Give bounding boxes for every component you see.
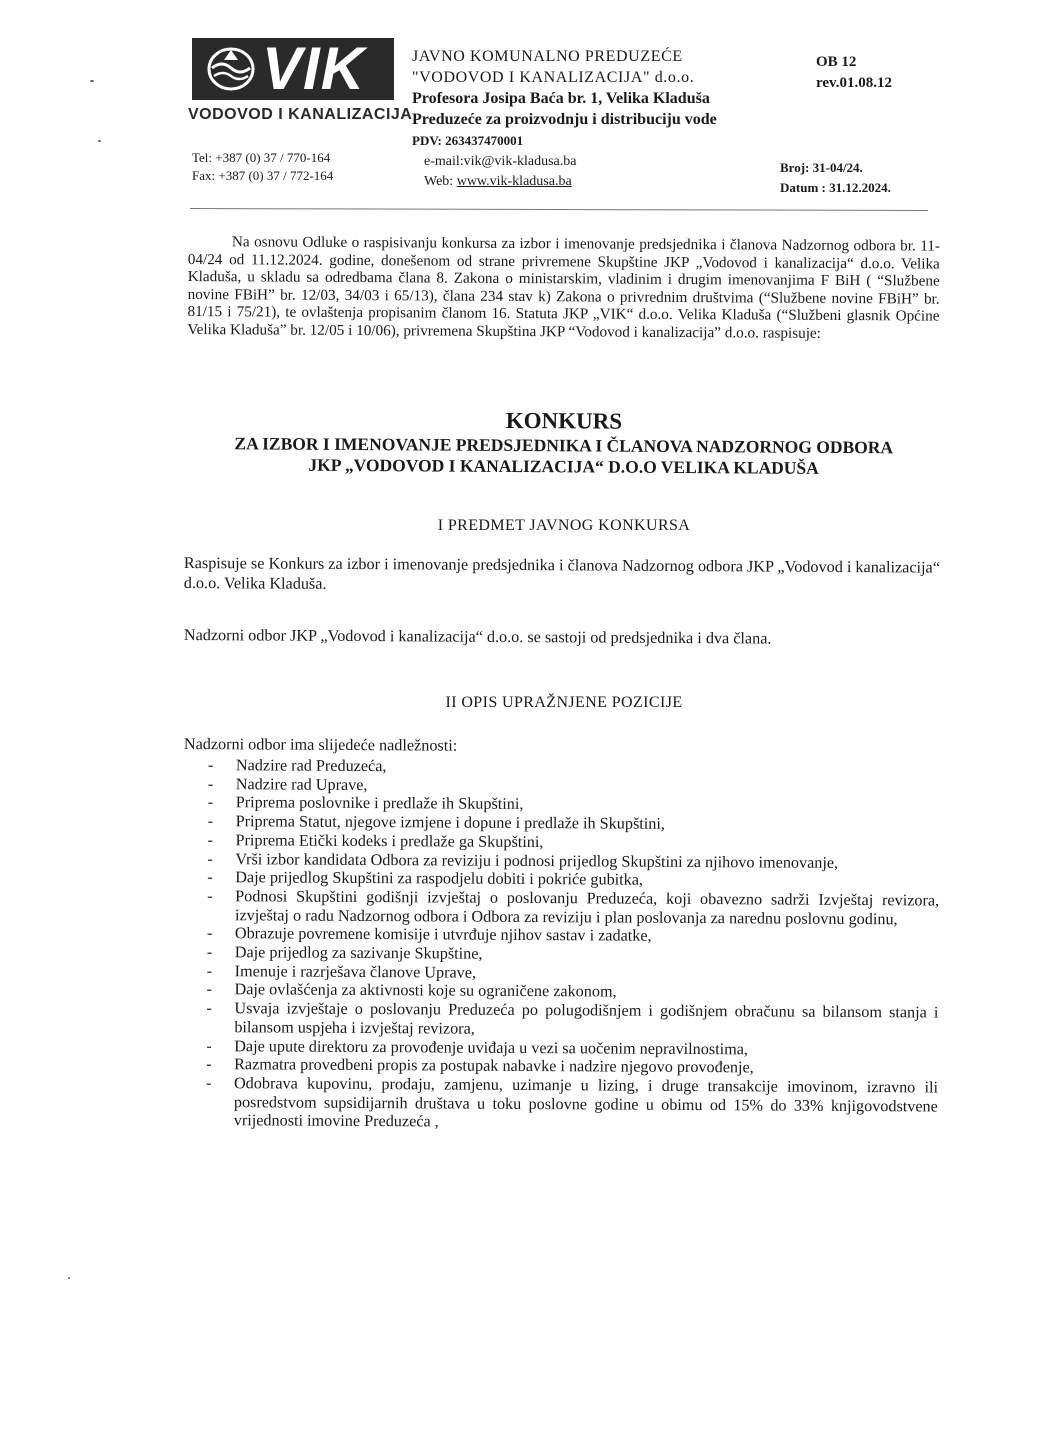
- website-label: Web:: [424, 174, 457, 189]
- company-name: "VODOVOD I KANALIZACIJA" d.o.o.: [412, 69, 695, 86]
- company-type: JAVNO KOMUNALNO PREDUZEĆE: [412, 48, 683, 65]
- list-item: - Razmatra provedbeni propis za postupak nabavke i nadzire njegovo provođenje,: [198, 1055, 938, 1078]
- list-item: - Priprema poslovnike i predlaže ih Skupštini,: [200, 793, 940, 816]
- list-item: - Imenuje i razrješava članove Uprave,: [199, 962, 939, 985]
- section-1-heading: I PREDMET JAVNOG KONKURSA: [437, 517, 691, 534]
- intro-paragraph: Na osnovu Odluke o raspisivanju konkursa za izbor i imenovanje predsjednika i članova Nadzornog odbora br. 11-04/24 od 11.12.2024. godine, donešenom od strane privremene Skupštine JKP „Vodovod i kanalizacija“ d.o.o. Velika Kladuša, u skladu sa odredbama člana 8. Zakona o ministarskim, vladinim i drugim imenovanjima F BiH ( “Službene novine FBiH” br. 12/03, 34/03 i 65/13), člana 234 stav k) Zakona o privrednim društvima (“Službene novine FBiH” br. 81/15 i 75/21), te ovlaštenja propisanim članom 16. Statuta JKP „VIK“ d.o.o. Velika Kladuša (“Službeni glasnik Općine Velika Kladuša” br. 12/05 i 10/06), privremena Skupština JKP “Vodovod i kanalizacija” d.o.o. raspisuje:: [187, 233, 940, 342]
- scan-speck: [90, 80, 94, 82]
- company-logo: [188, 35, 413, 128]
- section-1-paragraph-1: Raspisuje se Konkurs za izbor i imenovanje predsjednika i članova Nadzornog odbora JKP „Vodovod i kanalizacija“ d.o.o. Velika Kladuša.: [183, 554, 940, 593]
- title-main: KONKURS: [505, 407, 623, 434]
- list-item: - Daje prijedlog Skupštini za raspodjelu dobiti i pokriće gubitka,: [199, 868, 939, 891]
- list-item: - Priprema Etički kodeks i predlaže ga Skupštini,: [199, 831, 939, 854]
- logo-background: [192, 35, 394, 102]
- company-vat: PDV: 263437470001: [412, 133, 524, 148]
- reference-block: [780, 158, 891, 198]
- list-item: - Daje ovlašćenja za aktivnosti koje su ograničene zakonom,: [199, 980, 939, 1003]
- section-2-intro: Nadzorni odbor ima slijedeće nadležnosti:: [183, 735, 458, 755]
- reference-number: Broj: 31-04/24.: [780, 160, 863, 175]
- email-address: e-mail:vik@vik-kladusa.ba: [424, 154, 577, 169]
- section-2-heading: II OPIS UPRAŽNJENE POZICIJE: [445, 694, 683, 711]
- list-item: - Odobrava kupovinu, prodaju, zamjenu, uzimanje u lizing, i druge transakcije imovinom, izravno ili posredstvom supsidijarnih društava u toku poslovne godine u obimu od 15% do 33% knjigovodstvene vrijednosti imovine Preduzeća ,: [198, 1074, 938, 1135]
- form-revision: rev.01.08.12: [816, 75, 892, 91]
- logo-brand-text: VIK: [262, 35, 366, 102]
- duties-list: [198, 756, 940, 1135]
- list-item: - Daje prijedlog za sazivanje Skupštine,: [199, 943, 939, 966]
- website-link[interactable]: www.vik-kladusa.ba: [456, 174, 572, 189]
- website-line: [424, 172, 576, 192]
- list-item: - Nadzire rad Uprave,: [200, 775, 940, 798]
- list-item: - Usvaja izvještaje o poslovanju Preduzeća po polugodišnjem i godišnjem obračunu sa bilansom stanja i bilansom uspjeha i izvještaj revizora,: [198, 999, 938, 1041]
- fax-number: Fax: +387 (0) 37 / 772-164: [192, 168, 334, 183]
- section-1-paragraph-2: Nadzorni odbor JKP „Vodovod i kanalizacija“ d.o.o. se sastoji od predsjednika i dva člana.: [183, 626, 772, 648]
- list-item: - Nadzire rad Preduzeća,: [200, 756, 940, 779]
- document-date: Datum : 31.12.2024.: [780, 180, 891, 195]
- contact-block: [424, 152, 576, 192]
- header-divider: [190, 208, 928, 211]
- company-address: Profesora Josipa Baća br. 1, Velika Kladuša: [412, 90, 710, 107]
- phone-fax-block: [192, 149, 333, 185]
- list-item: - Priprema Statut, njegove izmjene i dopune i predlaže ih Skupštini,: [200, 812, 940, 835]
- scan-speck: [68, 1277, 70, 1279]
- title-company: JKP „VODOVOD I KANALIZACIJA“ D.O.O VELIKA KLADUŠA: [308, 454, 819, 478]
- form-code: OB 12: [816, 54, 857, 70]
- list-item: - Vrši izbor kandidata Odbora za reviziju i podnosi prijedlog Skupštini za njihovo imenovanje,: [199, 850, 939, 873]
- company-info: [412, 46, 717, 151]
- scan-speck: [98, 140, 101, 142]
- list-item: - Daje upute direktoru za provođenje uviđaja u vezi sa uočenim nepravilnostima,: [198, 1037, 938, 1060]
- phone-number: Tel: +387 (0) 37 / 770-164: [192, 150, 331, 165]
- title-subtitle: ZA IZBOR I IMENOVANJE PREDSJEDNIKA I ČLANOVA NADZORNOG ODBORA: [234, 433, 894, 458]
- logo-subtitle: VODOVOD I KANALIZACIJA: [188, 106, 413, 123]
- form-code-block: [816, 52, 892, 94]
- list-item: - Podnosi Skupštini godišnji izvještaj o poslovanju Preduzeća, koji obavezno sadrži Izvještaj revizora, izvještaj o radu Nadzornog odbora i Odbora za reviziju i plan poslovanja za narednu poslovnu godinu,: [199, 887, 939, 929]
- document-title: [188, 405, 940, 480]
- company-activity: Preduzeće za proizvodnju i distribuciju vode: [412, 111, 717, 128]
- water-drop-icon: [206, 46, 256, 92]
- list-item: - Obrazuje povremene komisije i utvrđuje njihov sastav i zadatke,: [199, 924, 939, 947]
